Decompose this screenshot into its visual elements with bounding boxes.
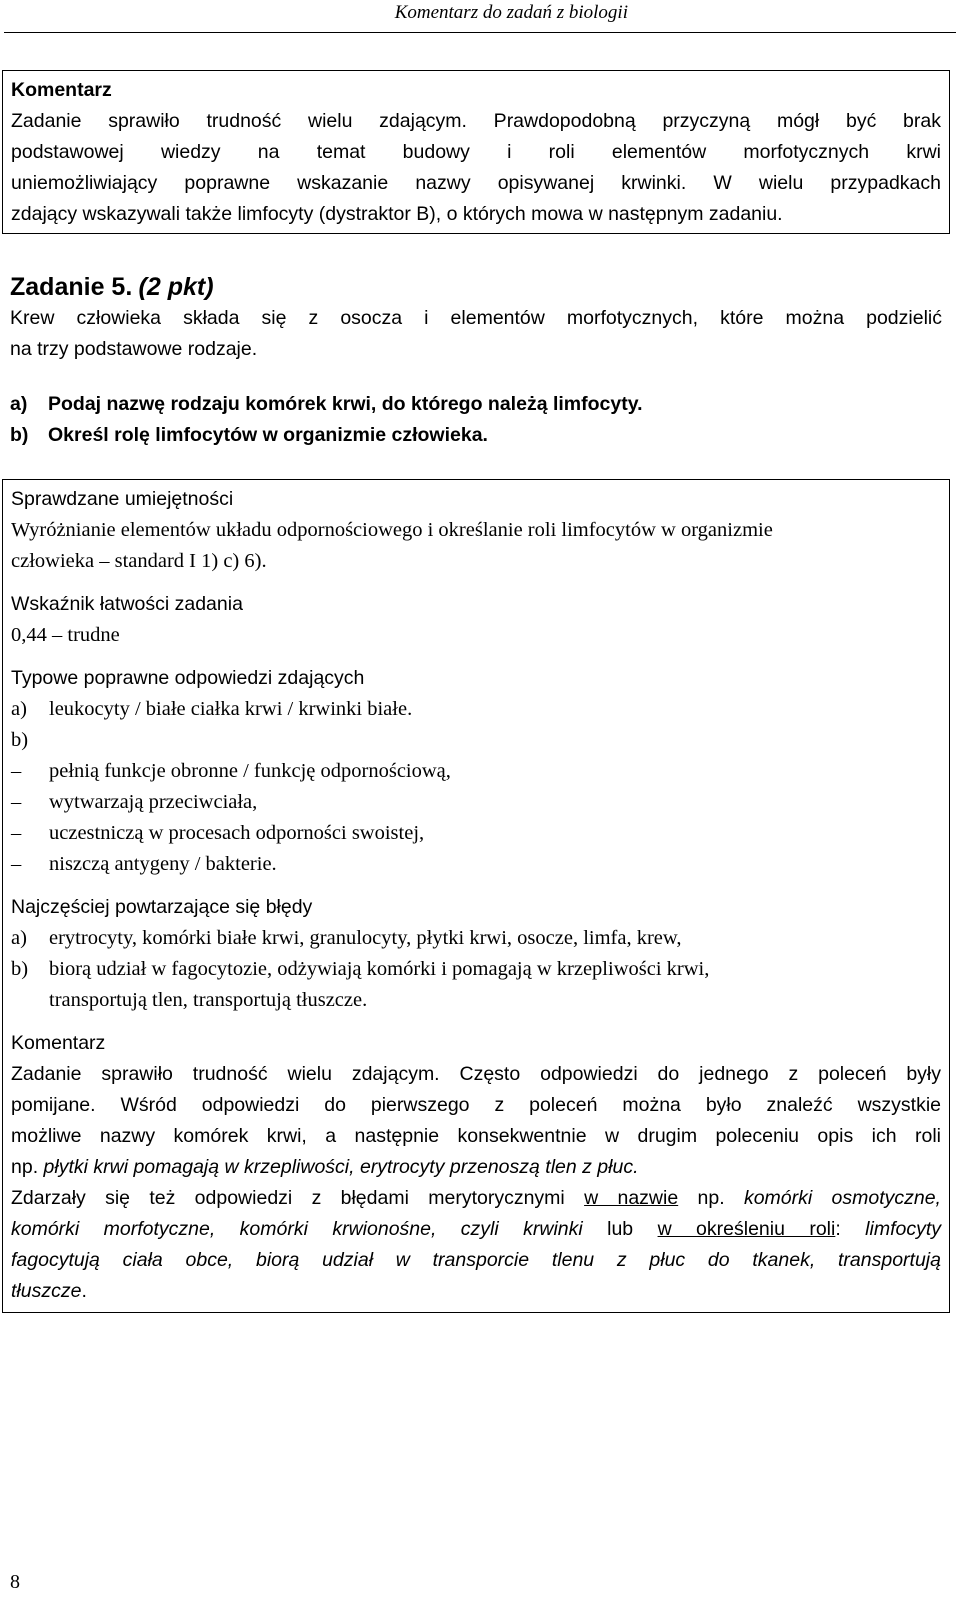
- comment-example: komórki morfotyczne, komórki krwionośne, czyli krwinki: [11, 1218, 583, 1240]
- task-title: [10, 271, 942, 304]
- task-intro: [10, 303, 942, 365]
- task-intro-line: Krew człowieka składa się z osocza i elementów morfotycznych, które można podzielić: [10, 307, 942, 329]
- comment-example: limfocyty: [865, 1218, 942, 1240]
- skills-heading: Sprawdzane umiejętności: [11, 488, 234, 510]
- question-text: Podaj nazwę rodzaju komórek krwi, do którego należą limfocyty.: [48, 393, 643, 415]
- comment-line: [11, 1214, 941, 1245]
- error-label: b): [11, 958, 29, 980]
- error-b: [11, 954, 941, 985]
- answer-label: b): [11, 729, 29, 751]
- skills-section: [11, 484, 941, 577]
- skills-line: Wyróżnianie elementów układu odpornościowego i określanie roli limfocytów w organizmie: [11, 519, 773, 541]
- answer-text: leukocyty / białe ciałka krwi / krwinki białe.: [49, 698, 413, 720]
- comment-text: np.: [678, 1187, 744, 1209]
- comment-box-previous-task: [2, 70, 950, 234]
- task-commentary-box: [2, 479, 950, 1313]
- comment-line: [11, 1276, 941, 1307]
- comment-heading: Komentarz: [11, 1032, 106, 1054]
- header-rule: [4, 32, 956, 33]
- error-text: erytrocyty, komórki białe krwi, granulocyty, płytki krwi, osocze, limfa, krew,: [49, 927, 682, 949]
- running-header-title: Komentarz do zadań z biologii: [394, 2, 628, 23]
- skills-line: człowieka – standard I 1) c) 6).: [11, 550, 267, 572]
- task-intro-line: na trzy podstawowe rodzaje.: [10, 338, 258, 360]
- list-item: [11, 756, 941, 787]
- error-text: transportują tlen, transportują tłuszcze.: [49, 989, 368, 1011]
- comment-text: Zdarzały się też odpowiedzi z błędami merytorycznymi: [11, 1187, 585, 1209]
- answer-text: wytwarzają przeciwciała,: [49, 791, 258, 813]
- list-item: [11, 849, 941, 880]
- list-item: [11, 787, 941, 818]
- answer-text: pełnią funkcje obronne / funkcję odpornościową,: [49, 760, 451, 782]
- difficulty-section: [11, 589, 941, 651]
- comment-text: lub: [582, 1218, 658, 1240]
- answer-text: niszczą antygeny / bakterie.: [49, 853, 277, 875]
- dash-bullet: –: [11, 822, 22, 844]
- comment-line: możliwe nazwy komórek krwi, a następnie konsekwentnie w drugim poleceniu opis ich roli: [11, 1125, 941, 1147]
- difficulty-value: 0,44 – trudne: [11, 624, 120, 646]
- errors-section: [11, 892, 941, 1016]
- page-number: 8: [10, 1571, 20, 1593]
- running-header: [0, 0, 960, 28]
- error-label: a): [11, 927, 27, 949]
- comment-text: np.: [11, 1156, 44, 1178]
- dash-bullet: –: [11, 791, 22, 813]
- answer-text: uczestniczą w procesach odporności swoistej,: [49, 822, 425, 844]
- comment-line: zdający wskazywali także limfocyty (dystraktor B), o których mowa w następnym zadaniu.: [11, 203, 783, 225]
- question-label: b): [10, 424, 29, 446]
- correct-answer-a: [11, 694, 941, 725]
- question-b: [10, 420, 942, 451]
- error-text: biorą udział w fagocytozie, odżywiają komórki i pomagają w krzepliwości krwi,: [49, 958, 710, 980]
- correct-answer-b: [11, 725, 941, 756]
- question-a: [10, 389, 942, 420]
- comment-text: :: [835, 1218, 866, 1240]
- comment-section: [11, 1028, 941, 1307]
- comment-line: Zadanie sprawiło trudność wielu zdającym. Często odpowiedzi do jednego z poleceń były: [11, 1063, 941, 1085]
- dash-bullet: –: [11, 760, 22, 782]
- difficulty-heading: Wskaźnik łatwości zadania: [11, 593, 243, 615]
- comment-underlined: w określeniu roli: [657, 1218, 836, 1240]
- task-questions: [10, 389, 942, 451]
- comment-line: uniemożliwiający poprawne wskazanie nazwy opisywanej krwinki. W wielu przypadkach: [11, 172, 941, 194]
- comment-heading: Komentarz: [11, 79, 112, 101]
- task-number: Zadanie 5.: [10, 273, 133, 301]
- comment-line: Zadanie sprawiło trudność wielu zdającym. Prawdopodobną przyczyną mógł być brak: [11, 110, 941, 132]
- question-label: a): [10, 393, 28, 415]
- comment-line: podstawowej wiedzy na temat budowy i roli elementów morfotycznych krwi: [11, 141, 941, 163]
- correct-answers-section: [11, 663, 941, 880]
- correct-answers-heading: Typowe poprawne odpowiedzi zdających: [11, 667, 365, 689]
- task-points: (2 pkt): [138, 273, 214, 301]
- dash-bullet: –: [11, 853, 22, 875]
- answer-label: a): [11, 698, 27, 720]
- comment-example: komórki osmotyczne,: [743, 1187, 941, 1209]
- question-text: Określ rolę limfocytów w organizmie człowieka.: [48, 424, 488, 446]
- comment-text: .: [81, 1280, 87, 1302]
- error-a: [11, 923, 941, 954]
- list-item: [11, 818, 941, 849]
- error-b-continued: [11, 985, 941, 1016]
- comment-example: płytki krwi pomagają w krzepliwości, erytrocyty przenoszą tlen z płuc.: [43, 1156, 639, 1178]
- comment-line: pomijane. Wśród odpowiedzi do pierwszego z poleceń można było znaleźć wszystkie: [11, 1094, 941, 1116]
- comment-line: [11, 1152, 941, 1183]
- comment-line: fagocytują ciała obce, biorą udział w transporcie tlenu z płuc do tkanek, transportują: [11, 1249, 941, 1271]
- comment-line: [11, 1183, 941, 1214]
- comment-underlined: w nazwie: [584, 1187, 679, 1209]
- comment-example: tłuszcze: [11, 1280, 82, 1302]
- errors-heading: Najczęściej powtarzające się błędy: [11, 896, 313, 918]
